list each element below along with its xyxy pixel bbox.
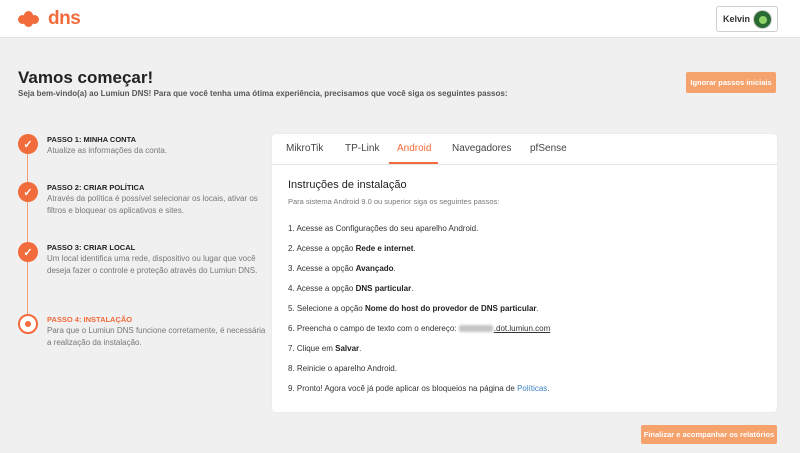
instruction-bold: Rede e internet — [355, 244, 414, 253]
instructions-subtitle: Para sistema Android 9.0 ou superior siga os seguintes passos: — [288, 197, 500, 206]
finish-button[interactable]: Finalizar e acompanhar os relatórios — [641, 425, 777, 444]
instruction-text: 3. Acesse a opção — [288, 264, 356, 273]
instruction-text: 6. Preencha o campo de texto com o endereço: — [288, 324, 459, 333]
instruction-item — [288, 284, 413, 293]
check-icon: ✓ — [18, 182, 38, 202]
instruction-text: 7. Clique em — [288, 344, 336, 353]
step-title: PASSO 3: CRIAR LOCAL — [47, 243, 136, 252]
page-subtitle: Seja bem-vindo(a) ao Lumiun DNS! Para que você tenha uma ótima experiência, precisamos que você siga os seguintes passos: — [18, 89, 508, 98]
user-menu-button[interactable] — [716, 6, 778, 32]
step-connector — [27, 262, 28, 315]
step-title: PASSO 2: CRIAR POLÍTICA — [47, 183, 145, 192]
brand-name: dns — [48, 8, 81, 29]
step-title: PASSO 1: MINHA CONTA — [47, 135, 137, 144]
tab-android[interactable]: Android — [397, 143, 432, 154]
active-tab-indicator — [389, 162, 438, 164]
top-bar — [0, 0, 800, 38]
instruction-text: 2. Acesse a opção — [288, 244, 356, 253]
skip-steps-button[interactable]: Ignorar passos iniciais — [686, 72, 776, 93]
instruction-text: . — [413, 244, 416, 253]
step-description: Atualize as informações da conta. — [47, 146, 168, 155]
instruction-text: 5. Selecione a opção — [288, 304, 365, 313]
user-name: Kelvin — [723, 14, 751, 24]
step-connector — [27, 154, 28, 183]
step-connector — [27, 202, 28, 243]
installation-panel — [272, 134, 777, 412]
instruction-text: 8. Reinicie o aparelho Android. — [288, 364, 397, 373]
instruction-item — [288, 344, 361, 353]
tab-bar — [272, 134, 777, 165]
tab-navegadores[interactable]: Navegadores — [452, 143, 512, 154]
brand-logo[interactable] — [18, 8, 80, 30]
instruction-text: 4. Acesse a opção — [288, 284, 356, 293]
instruction-text: . — [393, 264, 396, 273]
instruction-item — [288, 224, 478, 233]
instruction-item — [288, 264, 396, 273]
instruction-text: . — [359, 344, 362, 353]
step-description: Um local identifica uma rede, dispositivo ou lugar que você deseja fazer o controle e proteção através do Lumiun DNS. — [47, 254, 258, 275]
instructions-title: Instruções de instalação — [288, 179, 407, 191]
step-description: Para que o Lumiun DNS funcione corretamente, é necessária a realização da instalação. — [47, 326, 266, 347]
instruction-text: 9. Pronto! Agora você já pode aplicar os bloqueios na página de — [288, 384, 518, 393]
avatar-icon — [753, 10, 772, 29]
instruction-bold: DNS particular — [355, 284, 412, 293]
instruction-item — [288, 364, 397, 373]
tab-pfsense[interactable]: pfSense — [530, 143, 567, 154]
instruction-item — [288, 304, 539, 313]
redacted-address — [459, 325, 493, 332]
tab-tp-link[interactable]: TP-Link — [345, 143, 380, 154]
instruction-bold: Salvar — [335, 344, 360, 353]
instruction-bold: Nome do host do provedor de DNS particular — [364, 304, 537, 313]
logo-icon — [18, 11, 44, 27]
step-title: PASSO 4: INSTALAÇÃO — [47, 315, 133, 324]
instruction-bold: Avançado — [355, 264, 394, 273]
step-description: Através da política é possível selecionar os locais, ativar os filtros e bloquear os aplicativos e sites. — [47, 194, 258, 215]
tab-mikrotik[interactable]: MikroTik — [286, 143, 324, 154]
instruction-item — [288, 384, 550, 393]
page-title: Vamos começar! — [18, 68, 154, 87]
check-icon: ✓ — [18, 242, 38, 262]
instruction-item — [288, 244, 416, 253]
check-icon: ✓ — [18, 134, 38, 154]
instruction-text: . — [411, 284, 414, 293]
instruction-text: . — [536, 304, 539, 313]
current-dot-icon — [18, 314, 38, 334]
instruction-text: 1. Acesse as Configurações do seu aparelho Android. — [288, 224, 479, 233]
instruction-text: . — [547, 384, 550, 393]
instruction-item — [288, 324, 550, 333]
dns-address-link[interactable]: .dot.lumiun.com — [493, 324, 551, 333]
policies-link[interactable]: Políticas — [517, 384, 548, 393]
